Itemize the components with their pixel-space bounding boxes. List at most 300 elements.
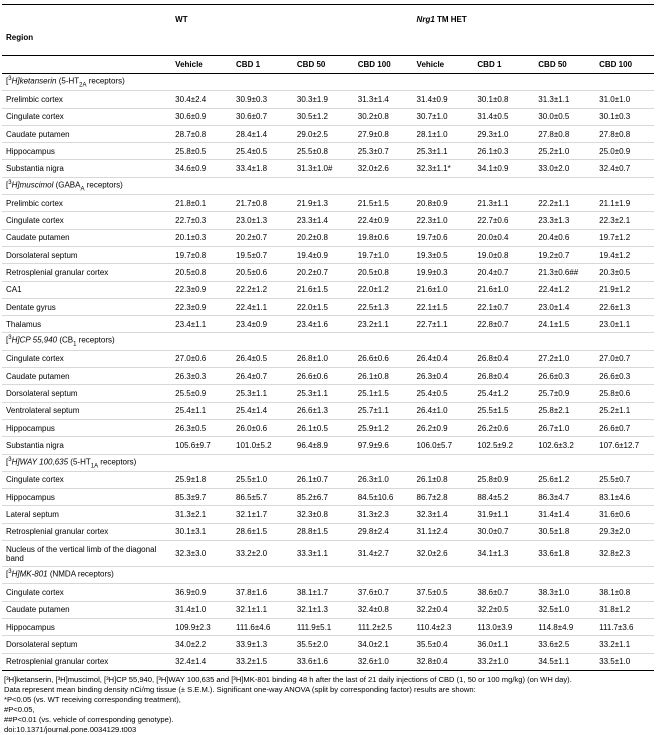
value-cell: 21.8±0.1 — [171, 195, 232, 212]
column-header: Vehicle — [171, 56, 232, 74]
value-cell: 19.4±1.2 — [595, 246, 654, 263]
value-cell: 26.1±0.5 — [293, 419, 354, 436]
value-cell: 26.6±0.3 — [534, 368, 595, 385]
value-cell: 27.0±0.6 — [171, 350, 232, 367]
value-cell: 33.5±1.0 — [595, 653, 654, 670]
value-cell: 22.3±1.0 — [413, 212, 474, 229]
value-cell: 30.0±0.7 — [473, 523, 534, 540]
footnote-line: ##P<0.01 (vs. vehicle of corresponding genotype). — [4, 714, 174, 724]
isotope-superscript: 3 — [8, 76, 12, 83]
value-cell: 20.4±0.6 — [534, 229, 595, 246]
region-cell: Caudate putamen — [2, 601, 171, 618]
value-cell: 22.7±0.3 — [171, 212, 232, 229]
value-cell: 19.7±1.0 — [354, 246, 413, 263]
table-row — [2, 316, 654, 333]
value-cell: 32.6±1.0 — [354, 653, 413, 670]
value-cell: 20.2±0.7 — [293, 264, 354, 281]
value-cell: 31.1±2.4 — [413, 523, 474, 540]
section-title — [2, 454, 654, 471]
value-cell: 32.8±2.3 — [595, 541, 654, 567]
section-header-row — [2, 177, 654, 194]
receptor-suffix: receptors) — [98, 457, 137, 467]
value-cell: 25.5±0.8 — [293, 143, 354, 160]
table-row — [2, 471, 654, 488]
value-cell: 25.0±0.9 — [595, 143, 654, 160]
value-cell: 25.3±0.7 — [354, 143, 413, 160]
section-bracket: [ — [6, 76, 9, 86]
table-body — [2, 74, 654, 671]
value-cell: 111.9±5.1 — [293, 618, 354, 635]
table-row — [2, 601, 654, 618]
value-cell: 22.5±1.3 — [354, 298, 413, 315]
value-cell: 20.8±0.9 — [413, 195, 474, 212]
value-cell: 31.6±0.6 — [595, 506, 654, 523]
value-cell: 20.0±0.4 — [473, 229, 534, 246]
value-cell: 31.0±1.0 — [595, 91, 654, 108]
value-cell: 28.8±1.5 — [293, 523, 354, 540]
value-cell: 23.3±1.4 — [293, 212, 354, 229]
value-cell: 22.3±2.1 — [595, 212, 654, 229]
receptor-subscript: 1A — [90, 462, 99, 469]
region-cell: Retrosplenial granular cortex — [2, 264, 171, 281]
table-row — [2, 195, 654, 212]
column-header: CBD 100 — [354, 56, 413, 74]
value-cell: 26.0±0.6 — [232, 419, 293, 436]
value-cell: 19.4±0.9 — [293, 246, 354, 263]
value-cell: 30.2±0.8 — [354, 108, 413, 125]
value-cell: 96.4±8.9 — [293, 437, 354, 454]
value-cell: 19.2±0.7 — [534, 246, 595, 263]
region-cell: Dorsolateral septum — [2, 636, 171, 653]
het-group-header — [413, 5, 654, 56]
value-cell: 34.5±1.1 — [534, 653, 595, 670]
region-cell: Thalamus — [2, 316, 171, 333]
section-header-row — [2, 567, 654, 584]
region-cell: Prelimbic cortex — [2, 195, 171, 212]
value-cell: 111.7±3.6 — [595, 618, 654, 635]
value-cell: 32.3±1.4 — [413, 506, 474, 523]
value-cell: 22.7±1.1 — [413, 316, 474, 333]
receptor-label: (5-HT — [68, 457, 91, 467]
value-cell: 33.9±1.3 — [232, 636, 293, 653]
value-cell: 26.8±0.4 — [473, 350, 534, 367]
value-cell: 34.6±0.9 — [171, 160, 232, 177]
table-row — [2, 437, 654, 454]
header-row-groups — [2, 5, 654, 56]
table-row — [2, 264, 654, 281]
region-cell: Prelimbic cortex — [2, 91, 171, 108]
section-bracket: [ — [6, 569, 9, 579]
value-cell: 31.4±0.5 — [473, 108, 534, 125]
value-cell: 26.8±0.4 — [473, 368, 534, 385]
receptor-label: (NMDA receptors) — [47, 569, 114, 579]
value-cell: 19.3±0.5 — [413, 246, 474, 263]
value-cell: 22.1±1.5 — [413, 298, 474, 315]
table-row — [2, 229, 654, 246]
column-header: Vehicle — [413, 56, 474, 74]
table-row — [2, 298, 654, 315]
value-cell: 25.5±1.0 — [232, 471, 293, 488]
section-title — [2, 333, 654, 350]
table-row — [2, 523, 654, 540]
region-cell: Lateral septum — [2, 506, 171, 523]
value-cell: 26.1±0.8 — [413, 471, 474, 488]
receptor-label: (GABA — [53, 180, 81, 190]
value-cell: 25.8±0.5 — [171, 143, 232, 160]
value-cell: 32.3±1.1* — [413, 160, 474, 177]
header-row-columns — [2, 56, 654, 74]
value-cell: 25.2±1.0 — [534, 143, 595, 160]
value-cell: 32.3±0.8 — [293, 506, 354, 523]
table-row — [2, 402, 654, 419]
value-cell: 22.1±0.7 — [473, 298, 534, 315]
value-cell: 97.9±9.6 — [354, 437, 413, 454]
receptor-subscript: A — [80, 186, 85, 193]
value-cell: 31.3±1.4 — [354, 91, 413, 108]
value-cell: 21.7±0.8 — [232, 195, 293, 212]
value-cell: 30.0±0.5 — [534, 108, 595, 125]
value-cell: 25.3±1.1 — [232, 385, 293, 402]
ligand-name: H]CP 55,940 — [11, 336, 58, 346]
value-cell: 33.4±1.8 — [232, 160, 293, 177]
region-cell: Substantia nigra — [2, 437, 171, 454]
value-cell: 25.8±0.9 — [473, 471, 534, 488]
isotope-superscript: 3 — [8, 569, 12, 576]
value-cell: 32.3±3.0 — [171, 541, 232, 567]
value-cell: 22.8±0.7 — [473, 316, 534, 333]
value-cell: 20.1±0.3 — [171, 229, 232, 246]
value-cell: 25.5±0.9 — [171, 385, 232, 402]
value-cell: 33.6±2.5 — [534, 636, 595, 653]
value-cell: 26.6±0.7 — [595, 419, 654, 436]
value-cell: 35.5±0.4 — [413, 636, 474, 653]
receptor-subscript: 1 — [73, 341, 77, 348]
value-cell: 25.1±1.5 — [354, 385, 413, 402]
value-cell: 32.1±1.1 — [232, 601, 293, 618]
value-cell: 25.9±1.8 — [171, 471, 232, 488]
section-title — [2, 567, 654, 584]
value-cell: 19.0±0.8 — [473, 246, 534, 263]
value-cell: 33.2±1.0 — [473, 653, 534, 670]
value-cell: 111.2±2.5 — [354, 618, 413, 635]
wt-group-header: WT — [171, 5, 412, 56]
value-cell: 26.2±0.9 — [413, 419, 474, 436]
value-cell: 19.7±1.2 — [595, 229, 654, 246]
value-cell: 114.8±4.9 — [534, 618, 595, 635]
value-cell: 21.6±1.5 — [293, 281, 354, 298]
value-cell: 37.6±0.7 — [354, 584, 413, 601]
table-row — [2, 91, 654, 108]
table-row — [2, 160, 654, 177]
value-cell: 38.1±1.7 — [293, 584, 354, 601]
value-cell: 22.0±1.5 — [293, 298, 354, 315]
het-gene-label: Nrg1 — [416, 15, 435, 24]
value-cell: 32.0±2.6 — [413, 541, 474, 567]
value-cell: 28.1±1.0 — [413, 125, 474, 142]
value-cell: 21.3±1.1 — [473, 195, 534, 212]
value-cell: 30.5±1.2 — [293, 108, 354, 125]
value-cell: 111.6±4.6 — [232, 618, 293, 635]
receptor-subscript: 2A — [79, 82, 87, 89]
value-cell: 101.0±5.2 — [232, 437, 293, 454]
value-cell: 31.9±1.1 — [473, 506, 534, 523]
value-cell: 26.4±0.7 — [232, 368, 293, 385]
value-cell: 23.4±1.1 — [171, 316, 232, 333]
value-cell: 30.1±3.1 — [171, 523, 232, 540]
value-cell: 25.4±0.5 — [232, 143, 293, 160]
region-cell: Caudate putamen — [2, 229, 171, 246]
value-cell: 19.8±0.6 — [354, 229, 413, 246]
isotope-superscript: 3 — [8, 456, 12, 463]
value-cell: 30.6±0.9 — [171, 108, 232, 125]
value-cell: 31.4±1.0 — [171, 601, 232, 618]
value-cell: 19.7±0.6 — [413, 229, 474, 246]
value-cell: 102.6±3.2 — [534, 437, 595, 454]
region-cell: Retrosplenial granular cortex — [2, 653, 171, 670]
column-header: CBD 1 — [232, 56, 293, 74]
het-suffix-label: TM HET — [434, 15, 467, 24]
value-cell: 20.4±0.7 — [473, 264, 534, 281]
value-cell: 22.2±1.2 — [232, 281, 293, 298]
value-cell: 85.3±9.7 — [171, 489, 232, 506]
ligand-name: H]MK-801 — [11, 569, 48, 579]
table-row — [2, 506, 654, 523]
footnote-line: *P<0.05 (vs. WT receiving corresponding treatment), — [4, 694, 181, 704]
value-cell: 26.4±0.5 — [232, 350, 293, 367]
value-cell: 26.6±0.6 — [354, 350, 413, 367]
value-cell: 110.4±2.3 — [413, 618, 474, 635]
binding-table — [2, 5, 654, 671]
footnote-line: Data represent mean binding density nCi/mg tissue (± S.E.M.). Significant one-way ANOVA (split by corresponding factor) results are shown: — [4, 684, 476, 694]
value-cell: 30.6±0.7 — [232, 108, 293, 125]
value-cell: 30.4±2.4 — [171, 91, 232, 108]
value-cell: 32.4±0.8 — [354, 601, 413, 618]
section-bracket: [ — [6, 336, 9, 346]
value-cell: 83.1±4.6 — [595, 489, 654, 506]
value-cell: 27.9±0.8 — [354, 125, 413, 142]
receptor-suffix: receptors) — [86, 76, 125, 86]
value-cell: 31.4±2.7 — [354, 541, 413, 567]
value-cell: 36.0±1.1 — [473, 636, 534, 653]
footnote-doi: doi:10.1371/journal.pone.0034129.t003 — [4, 724, 137, 734]
value-cell: 23.3±1.3 — [534, 212, 595, 229]
value-cell: 24.1±1.5 — [534, 316, 595, 333]
value-cell: 34.0±2.2 — [171, 636, 232, 653]
value-cell: 107.6±12.7 — [595, 437, 654, 454]
value-cell: 22.0±1.2 — [354, 281, 413, 298]
table-row — [2, 212, 654, 229]
ligand-name: H]WAY 100,635 — [11, 457, 69, 467]
value-cell: 25.7±1.1 — [354, 402, 413, 419]
value-cell: 38.6±0.7 — [473, 584, 534, 601]
value-cell: 21.1±1.9 — [595, 195, 654, 212]
value-cell: 21.9±1.3 — [293, 195, 354, 212]
region-cell: Hippocampus — [2, 489, 171, 506]
value-cell: 25.3±1.1 — [293, 385, 354, 402]
value-cell: 30.1±0.3 — [595, 108, 654, 125]
value-cell: 37.8±1.6 — [232, 584, 293, 601]
value-cell: 23.0±1.4 — [534, 298, 595, 315]
ligand-name: H]muscimol — [11, 180, 54, 190]
value-cell: 21.6±1.0 — [413, 281, 474, 298]
value-cell: 29.3±2.0 — [595, 523, 654, 540]
value-cell: 25.4±1.2 — [473, 385, 534, 402]
value-cell: 22.6±1.3 — [595, 298, 654, 315]
value-cell: 19.7±0.8 — [171, 246, 232, 263]
value-cell: 22.7±0.6 — [473, 212, 534, 229]
value-cell: 26.4±1.0 — [413, 402, 474, 419]
footnote-line: [³H]ketanserin, [³H]muscimol, [³H]CP 55,940, [³H]WAY 100,635 and [³H]MK-801 binding 48 h after the last of 21 daily injections of CBD (1, 50 or 100 mg/kg) (on WH day). — [4, 674, 572, 684]
value-cell: 20.2±0.8 — [293, 229, 354, 246]
value-cell: 105.6±9.7 — [171, 437, 232, 454]
value-cell: 23.0±1.1 — [595, 316, 654, 333]
value-cell: 30.3±1.9 — [293, 91, 354, 108]
value-cell: 31.3±1.0# — [293, 160, 354, 177]
receptor-suffix: receptors) — [76, 336, 115, 346]
value-cell: 28.7±0.8 — [171, 125, 232, 142]
table-row — [2, 489, 654, 506]
region-cell: Nucleus of the vertical limb of the diagonal band — [2, 541, 171, 567]
table-row — [2, 281, 654, 298]
value-cell: 23.2±1.1 — [354, 316, 413, 333]
section-title — [2, 74, 654, 91]
value-cell: 32.1±1.7 — [232, 506, 293, 523]
value-cell: 32.1±1.3 — [293, 601, 354, 618]
value-cell: 88.4±5.2 — [473, 489, 534, 506]
section-bracket: [ — [6, 180, 9, 190]
table-row — [2, 419, 654, 436]
region-cell: Cingulate cortex — [2, 584, 171, 601]
value-cell: 21.3±0.6## — [534, 264, 595, 281]
value-cell: 26.3±0.4 — [413, 368, 474, 385]
column-header: CBD 50 — [293, 56, 354, 74]
section-header-row — [2, 454, 654, 471]
value-cell: 26.7±1.0 — [534, 419, 595, 436]
value-cell: 38.3±1.0 — [534, 584, 595, 601]
value-cell: 22.3±0.9 — [171, 298, 232, 315]
region-cell: Hippocampus — [2, 419, 171, 436]
value-cell: 31.8±1.2 — [595, 601, 654, 618]
value-cell: 22.3±0.9 — [171, 281, 232, 298]
value-cell: 33.0±2.0 — [534, 160, 595, 177]
table-row — [2, 125, 654, 142]
table-row — [2, 653, 654, 670]
value-cell: 26.1±0.8 — [354, 368, 413, 385]
value-cell: 26.2±0.6 — [473, 419, 534, 436]
region-cell: Cingulate cortex — [2, 350, 171, 367]
value-cell: 86.7±2.8 — [413, 489, 474, 506]
value-cell: 34.0±2.1 — [354, 636, 413, 653]
value-cell: 27.0±0.7 — [595, 350, 654, 367]
value-cell: 22.2±1.1 — [534, 195, 595, 212]
value-cell: 20.3±0.5 — [595, 264, 654, 281]
value-cell: 25.5±1.5 — [473, 402, 534, 419]
value-cell: 25.7±0.9 — [534, 385, 595, 402]
value-cell: 25.2±1.1 — [595, 402, 654, 419]
value-cell: 38.1±0.8 — [595, 584, 654, 601]
value-cell: 33.2±1.1 — [595, 636, 654, 653]
table-row — [2, 143, 654, 160]
value-cell: 25.6±1.2 — [534, 471, 595, 488]
value-cell: 102.5±9.2 — [473, 437, 534, 454]
value-cell: 29.3±1.0 — [473, 125, 534, 142]
section-title — [2, 177, 654, 194]
table-row — [2, 368, 654, 385]
region-header: Region — [2, 5, 171, 56]
column-header: CBD 50 — [534, 56, 595, 74]
value-cell: 27.8±0.8 — [595, 125, 654, 142]
value-cell: 23.4±0.9 — [232, 316, 293, 333]
value-cell: 20.5±0.6 — [232, 264, 293, 281]
value-cell: 26.1±0.3 — [473, 143, 534, 160]
value-cell: 22.4±0.9 — [354, 212, 413, 229]
value-cell: 106.0±5.7 — [413, 437, 474, 454]
table-row — [2, 618, 654, 635]
value-cell: 25.3±1.1 — [413, 143, 474, 160]
value-cell: 25.4±0.5 — [413, 385, 474, 402]
table-row — [2, 385, 654, 402]
value-cell: 21.9±1.2 — [595, 281, 654, 298]
table-row — [2, 541, 654, 567]
value-cell: 33.6±1.6 — [293, 653, 354, 670]
region-cell: Cingulate cortex — [2, 471, 171, 488]
section-bracket: [ — [6, 457, 9, 467]
value-cell: 27.2±1.0 — [534, 350, 595, 367]
value-cell: 32.2±0.4 — [413, 601, 474, 618]
value-cell: 26.6±1.3 — [293, 402, 354, 419]
value-cell: 84.5±10.6 — [354, 489, 413, 506]
value-cell: 25.4±1.1 — [171, 402, 232, 419]
value-cell: 28.4±1.4 — [232, 125, 293, 142]
table-row — [2, 246, 654, 263]
value-cell: 85.2±6.7 — [293, 489, 354, 506]
region-cell: Hippocampus — [2, 618, 171, 635]
receptor-suffix: receptors) — [84, 180, 123, 190]
value-cell: 37.5±0.5 — [413, 584, 474, 601]
value-cell: 25.5±0.7 — [595, 471, 654, 488]
value-cell: 33.2±1.5 — [232, 653, 293, 670]
column-header: CBD 100 — [595, 56, 654, 74]
value-cell: 20.5±0.8 — [171, 264, 232, 281]
value-cell: 31.4±0.9 — [413, 91, 474, 108]
value-cell: 22.4±1.2 — [534, 281, 595, 298]
value-cell: 33.3±1.1 — [293, 541, 354, 567]
region-cell: Caudate putamen — [2, 368, 171, 385]
value-cell: 33.2±2.0 — [232, 541, 293, 567]
value-cell: 35.5±2.0 — [293, 636, 354, 653]
value-cell: 31.3±1.1 — [534, 91, 595, 108]
value-cell: 25.8±2.1 — [534, 402, 595, 419]
value-cell: 20.5±0.8 — [354, 264, 413, 281]
value-cell: 26.4±0.4 — [413, 350, 474, 367]
region-cell: Caudate putamen — [2, 125, 171, 142]
region-cell: Dorsolateral septum — [2, 385, 171, 402]
receptor-label: (CB — [57, 336, 74, 346]
value-cell: 29.0±2.5 — [293, 125, 354, 142]
value-cell: 86.5±5.7 — [232, 489, 293, 506]
region-cell: Retrosplenial granular cortex — [2, 523, 171, 540]
value-cell: 20.2±0.7 — [232, 229, 293, 246]
value-cell: 36.9±0.9 — [171, 584, 232, 601]
table-row — [2, 636, 654, 653]
value-cell: 23.0±1.3 — [232, 212, 293, 229]
value-cell: 113.0±3.9 — [473, 618, 534, 635]
value-cell: 26.6±0.6 — [293, 368, 354, 385]
value-cell: 21.5±1.5 — [354, 195, 413, 212]
region-cell: Dentate gyrus — [2, 298, 171, 315]
table-footnotes — [4, 675, 654, 735]
value-cell: 25.8±0.6 — [595, 385, 654, 402]
